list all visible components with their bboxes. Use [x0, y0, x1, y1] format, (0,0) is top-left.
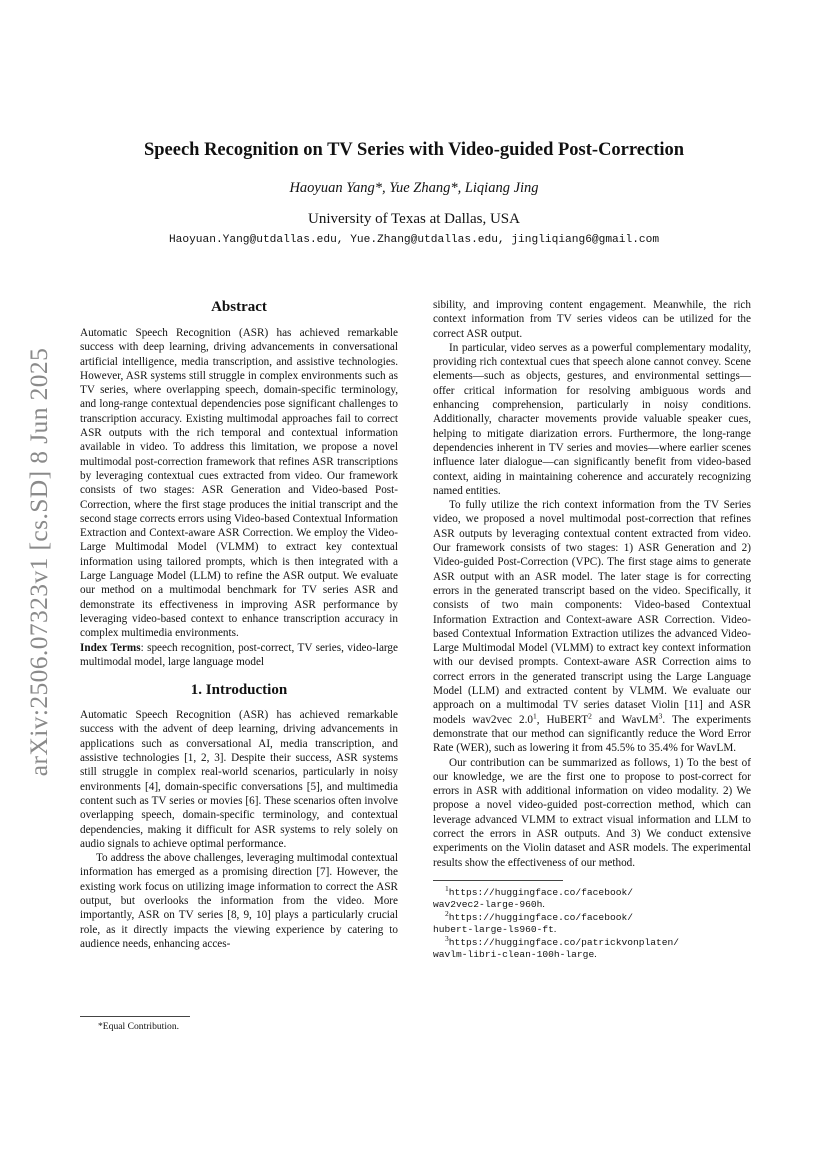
arxiv-stamp	[22, 347, 56, 777]
fn-ref-3: 3	[658, 710, 663, 720]
abstract-heading: Abstract	[211, 299, 267, 315]
footnote-3-link[interactable]: https://huggingface.co/patrickvonplaten/	[448, 936, 680, 948]
p2-end: . The experiments demonstrate that our method can significantly reduce the Word Error Rate (WER), such as lowering it from 45.5% to 35.4% for WavLM.	[433, 713, 751, 755]
footnote-2-link[interactable]: https://huggingface.co/facebook/	[448, 911, 633, 923]
footnote-2-link-cont[interactable]: hubert-large-ls960-ft	[433, 924, 554, 936]
intro-heading: 1. Introduction	[190, 682, 288, 699]
equal-contribution-note: *Equal Contribution.	[98, 1021, 180, 1032]
right-paragraph-2	[433, 498, 751, 755]
index-terms	[80, 641, 398, 670]
fn-ref-2: 2	[588, 710, 592, 720]
intro-paragraph-1: Automatic Speech Recognition (ASR) has achieved remarkable success with the advent of deep learning, driving advancements in applications such as conversational AI, media transcription, and assistive technologies [1, 2, 3]. Despite their success, ASR systems still struggle in complex real-world scenarios, particularly in noisy environments [4], domain-specific conversations [5], and multimedia content such as TV series or movies [6]. These scenarios often involve overlapping speech, domain-specific terminology, and contextual dependencies, making it difficult for ASR systems to rely solely on audio signals to achieve optimal performance.	[80, 709, 398, 850]
p2-mid1: , HuBERT	[536, 713, 589, 726]
index-terms-text: : speech recognition, post-correct, TV series, video-large multimodal model, large language model	[80, 641, 398, 668]
paper-title: Speech Recognition on TV Series with Video-guided Post-Correction	[143, 140, 685, 160]
footnote-1-link-cont[interactable]: wav2vec2-large-960h	[433, 899, 543, 911]
footnote-1-link[interactable]: https://huggingface.co/facebook/	[448, 886, 633, 898]
right-paragraph-0: sibility, and improving content engagement. Meanwhile, the rich context information from TV series videos can be utilized for the correct ASR output.	[433, 299, 751, 340]
left-column	[80, 298, 398, 951]
authors: Haoyuan Yang*, Yue Zhang*, Liqiang Jing	[289, 180, 539, 196]
index-terms-label: Index Terms	[80, 641, 141, 654]
footnote-2: $^2$https://huggingface.co/facebook/ hubert-large-ls960-ft.	[433, 908, 633, 936]
emails: Haoyuan.Yang@utdallas.edu, Yue.Zhang@utdallas.edu, jingliqiang6@gmail.com	[168, 234, 660, 246]
footnote-1: $^1$https://huggingface.co/facebook/ wav2vec2-large-960h.	[433, 883, 633, 911]
p2-text: To fully utilize the rich context information from the TV Series video, we proposed a novel multimodal post-correction that refines ASR outputs by leveraging contextual content extracted from video. Our framework consists of two stages: 1) ASR Generation and 2) Video-guided Post-Correction (VPC). The first stage aims to generate ASR output with an ASR model. The later stage is for correcting errors in the generated transcript based on the video. Specifically, it consists of two main components: Video-based Contextual Information Extraction and Context-aware ASR Correction. Video-based Contextual Information Extraction utilizes the advanced Video-Large Multimodal Model (VLMM) to extract key context information with our devised prompts. Context-aware ASR Correction aims to correct errors in the generated transcript using the Large Language Model (LLM) and extracted content by VLMM. We evaluate our approach on a multimodal TV series dataset Violin [11] and ASR models wav2vec 2.0	[433, 499, 751, 726]
footnote-rule-left	[80, 1016, 190, 1017]
right-paragraph-1: In particular, video serves as a powerful complementary modality, providing rich contextual cues that speech alone cannot convey. Scene elements—such as objects, gestures, and environmental settings—offer critical information for resolving ambiguous words and enhancing comprehension, particularly in noisy conditions. Additionally, character movements provide valuable speaker cues, helping to mitigate diarization errors. Furthermore, the long-range dependencies inherent in TV series and movies—where earlier scenes influence later dialogue—can significantly benefit from video-based context, aiding in maintaining coherence and accurately recognizing named entities.	[433, 341, 751, 497]
footnote-3-link-cont[interactable]: wavlm-libri-clean-100h-large	[433, 949, 595, 961]
fn-ref-1: 1	[532, 710, 537, 720]
footnote-3: $^3$https://huggingface.co/patrickvonplaten/ wavlm-libri-clean-100h-large.	[433, 933, 680, 961]
arxiv-stamp-text: arXiv:2506.07323v1 [cs.SD] 8 Jun 2025	[24, 347, 53, 777]
right-paragraph-3: Our contribution can be summarized as follows, 1) To the best of our knowledge, we are the first one to propose to post-correct for errors in ASR with additional information on video modality. 2) We propose a novel video-guided post-correction method, which can leverage advanced VLMM to extract visual information and LLM to correct the errors in ASR outputs. And 3) We conduct extensive experiments on the Violin dataset and ASR models. The experimental results show the effectiveness of our method.	[433, 756, 751, 869]
intro-paragraph-2: To address the above challenges, leveraging multimodal contextual information has emerged as a promising direction [7]. However, the existing work focus on utilizing image information to correct the ASR output, but overlooks the information from the video. More importantly, ASR on TV series [8, 9, 10] plays a particularly crucial role, as it directly impacts the viewing experience by catering to audience needs, enhancing acces-	[80, 852, 398, 950]
affiliation: University of Texas at Dallas, USA	[308, 211, 520, 227]
footnote-rule-right	[433, 880, 563, 881]
p2-mid2: and WavLM	[591, 713, 659, 726]
right-column	[433, 298, 751, 962]
abstract-text: Automatic Speech Recognition (ASR) has achieved remarkable success with deep learning, driving advancements in conversational artificial intelligence, media transcription, and assistive technologies. However, ASR systems still struggle in complex environments such as TV series, where overlapping speech, domain-specific terminology, and long-range contextual dependencies pose significant challenges to transcription accuracy. Existing multimodal approaches fail to correct ASR outputs with the rich temporal and contextual information available in video. To address this limitation, we propose a novel multimodal post-correction framework that refines ASR transcriptions by leveraging contextual cues extracted from video. Our framework consists of two stages: ASR Generation and Video-based Post-Correction, where the first stage produces the initial transcript and the second stage corrects errors using Video-based Contextual Information Extraction and Context-aware ASR Correction. We employ the Video-Large Multimodal Model (VLMM) to extract key contextual information using tailored prompts, which is then integrated with a Large Language Model (LLM) to refine the ASR output. We evaluate our method on a multimodal benchmark for TV series ASR and demonstrate its effectiveness in improving ASR performance by leveraging video-based context to enhance transcription accuracy in complex multimedia environments.	[80, 327, 398, 640]
